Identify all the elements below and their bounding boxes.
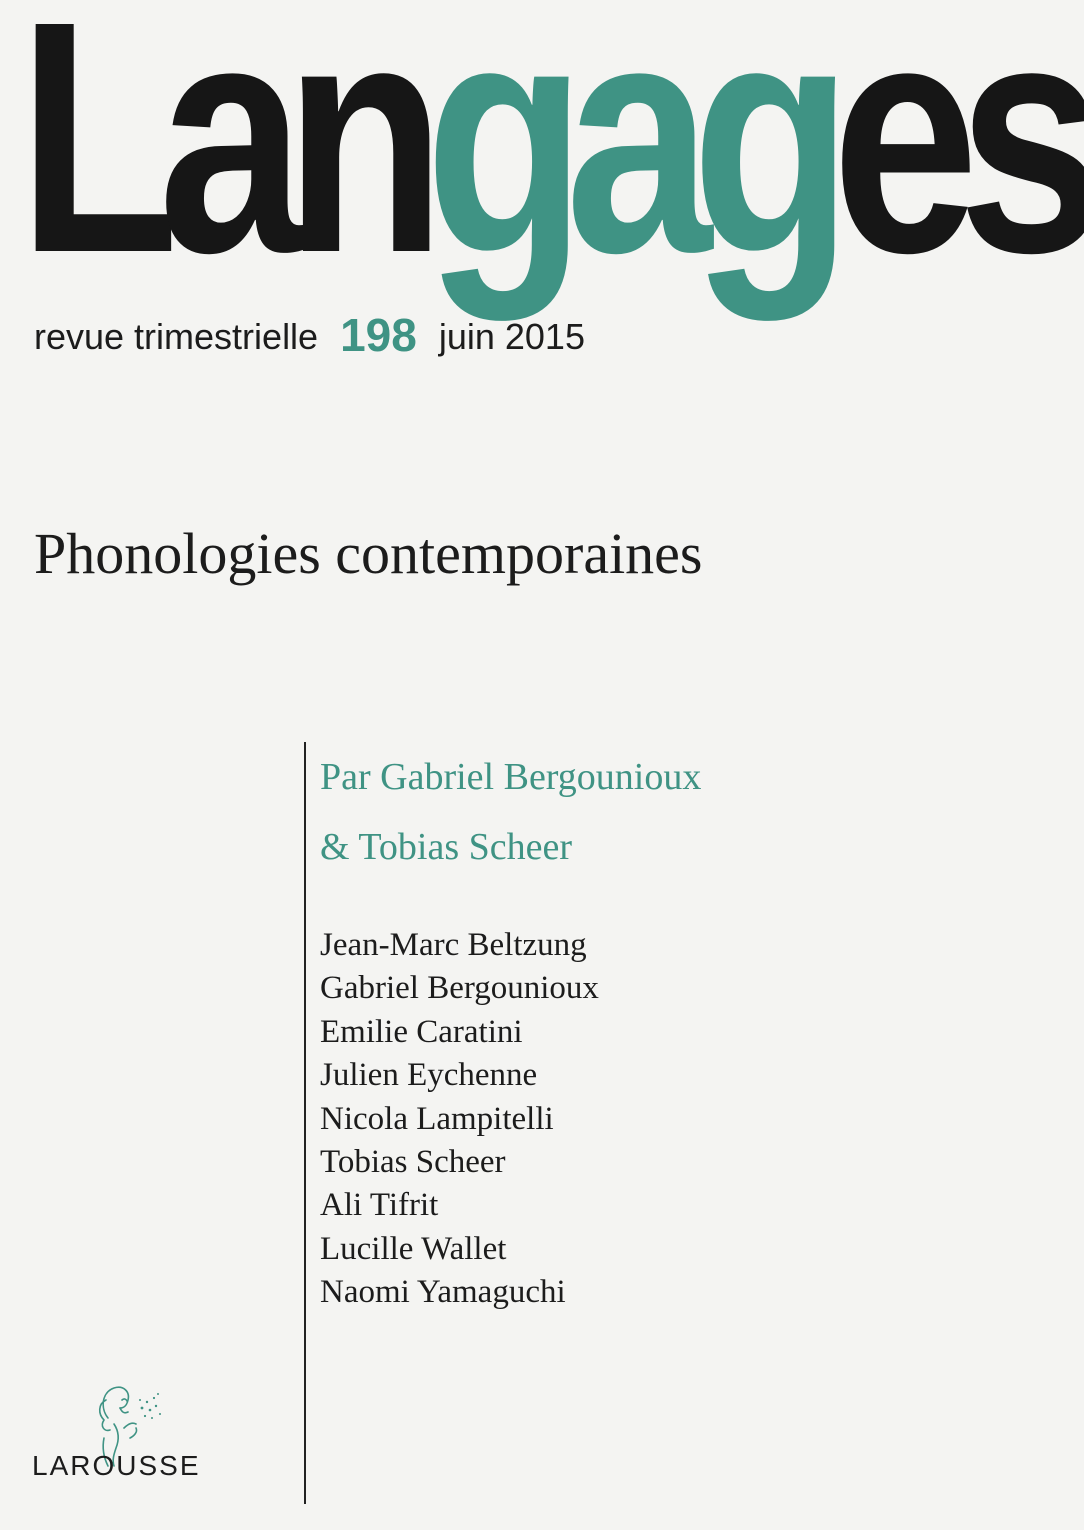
issue-line	[34, 306, 585, 360]
contributor: Naomi Yamaguchi	[320, 1274, 566, 1311]
journal-title-part-2: gag	[424, 0, 832, 321]
contributor: Tobias Scheer	[320, 1144, 506, 1181]
journal-title-part-1: Lan	[18, 0, 425, 321]
contributor: Gabriel Bergounioux	[320, 970, 599, 1007]
vertical-divider	[304, 742, 306, 1504]
contributor: Lucille Wallet	[320, 1230, 507, 1267]
issue-number: 198	[340, 309, 417, 361]
contributors-list	[320, 924, 599, 1315]
contributor: Ali Tifrit	[320, 1187, 439, 1224]
contributor: Jean-Marc Beltzung	[320, 927, 587, 963]
journal-title-part-3: es	[831, 0, 1084, 321]
publisher-name: LAROUSSE	[32, 1450, 201, 1481]
contributor: Nicola Lampitelli	[320, 1100, 554, 1137]
editor-line: & Tobias Scheer	[320, 826, 573, 868]
journal-title	[18, 0, 1084, 321]
editors	[320, 742, 701, 882]
periodicity: revue trimestrielle	[34, 316, 319, 357]
issue-date: juin 2015	[438, 316, 585, 357]
contributor: Emilie Caratini	[320, 1013, 523, 1050]
issue-title: Phonologies contemporaines	[34, 521, 703, 586]
editor-line: Par Gabriel Bergounioux	[320, 756, 702, 798]
contributor: Julien Eychenne	[320, 1057, 538, 1094]
